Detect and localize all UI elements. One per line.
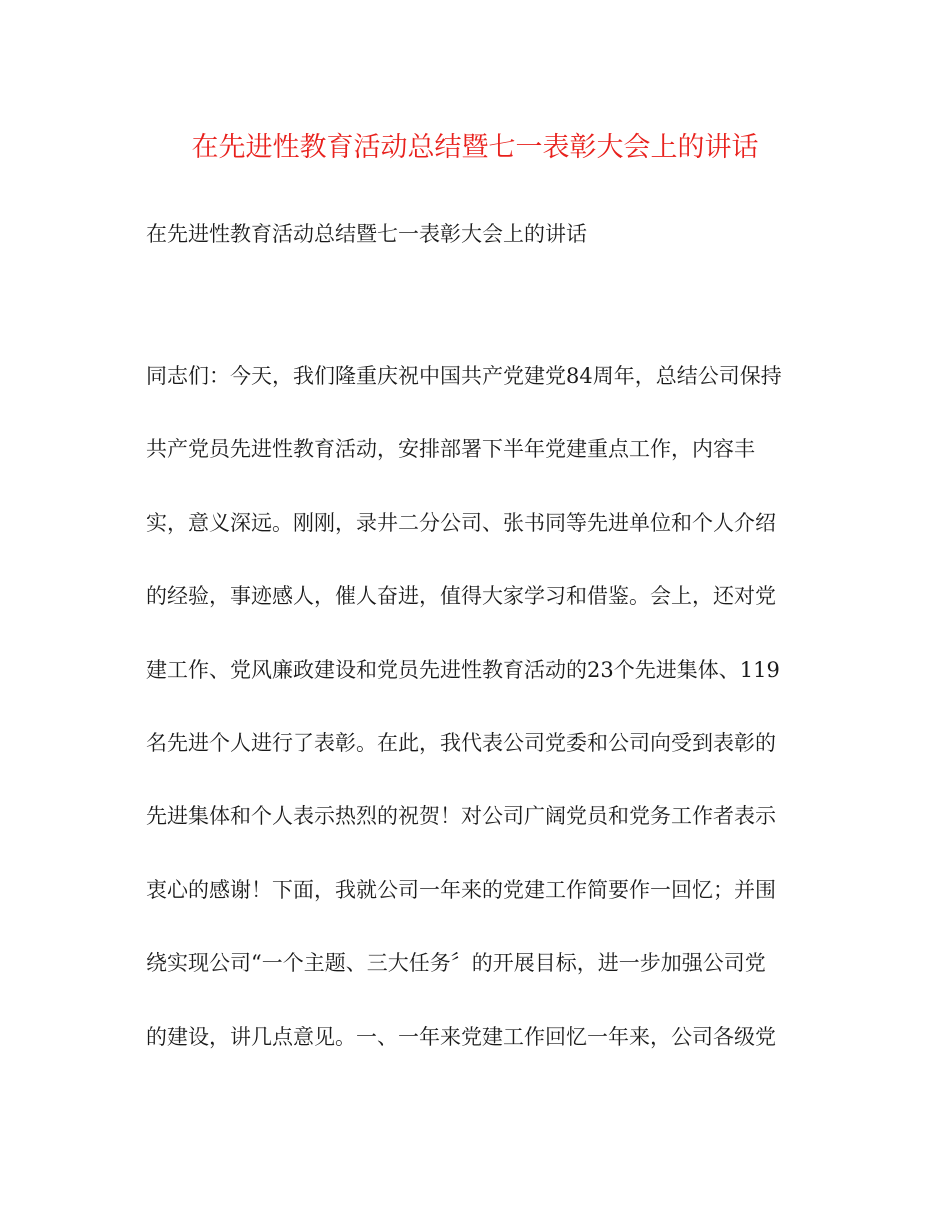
body-line: 共产党员先进性教育活动，安排部署下半年党建重点工作，内容丰: [146, 437, 755, 462]
body-line: 衷心的感谢！下面，我就公司一年来的党建工作简要作一回忆；并围: [146, 877, 776, 902]
body-line: 建工作、党风廉政建设和党员先进性教育活动的23个先进集体、119: [146, 657, 780, 682]
body-line: 的经验，事迹感人，催人奋进，值得大家学习和借鉴。会上，还对党: [146, 584, 776, 609]
body-line: 同志们：今天，我们隆重庆祝中国共产党建党84周年，总结公司保持: [146, 364, 782, 388]
body-text: [146, 360, 826, 1094]
body-line: 实，意义深远。刚刚，录井二分公司、张书同等先进单位和个人介绍: [146, 510, 776, 535]
document-title: 在先进性教育活动总结暨七一表彰大会上的讲话: [191, 132, 759, 163]
body-line: 先进集体和个人表示热烈的祝贺！对公司广阔党员和党务工作者表示: [146, 804, 776, 829]
body-line: 的建设，讲几点意见。一、一年来党建工作回忆一年来，公司各级党: [146, 1024, 776, 1049]
document-subtitle: 在先进性教育活动总结暨七一表彰大会上的讲话: [146, 222, 587, 246]
body-line: 绕实现公司“一个主题、三大任务〞的开展目标，进一步加强公司党: [146, 951, 766, 976]
body-line: 名先进个人进行了表彰。在此，我代表公司党委和公司向受到表彰的: [146, 730, 776, 755]
